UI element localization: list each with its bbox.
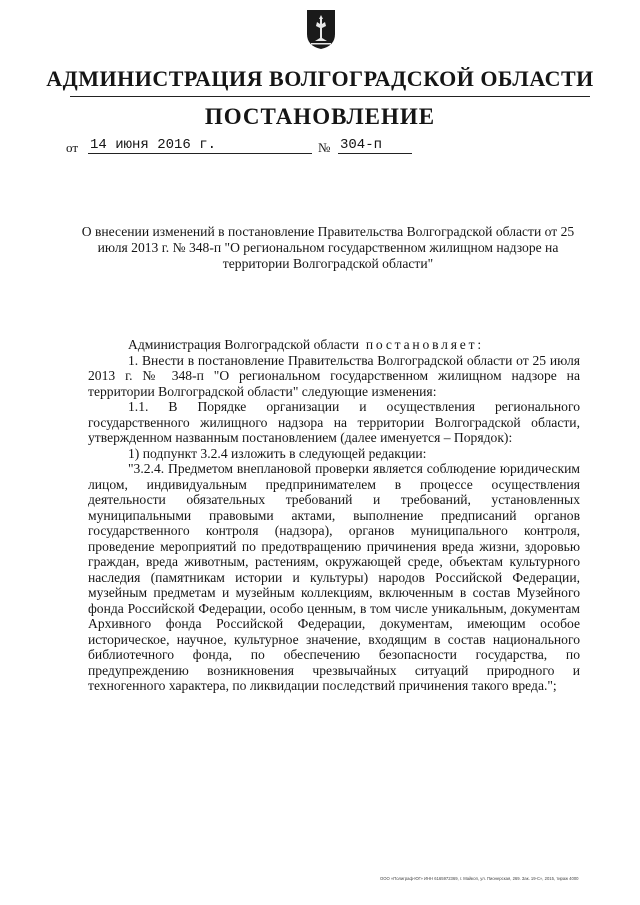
organization-name: АДМИНИСТРАЦИЯ ВОЛГОГРАДСКОЙ ОБЛАСТИ — [46, 66, 594, 91]
header-divider — [70, 96, 590, 97]
quoted-amendment-3-2-4: "3.2.4. Предметом внеплановой проверки является соблюдение юридическим лицом, индивидуальным предпринимателем в процессе осуществления деятельности обязательных требований и требований, установленных муниципальными правовыми актами, выполнение предписаний органов государственного контроля (надзора), органов муниципального контроля, проведение мероприятий по предотвращению причинения вреда жизни, здоровью граждан, вреда животным, растениям, окружающей среде, объектам культурного наследия (памятникам истории и культуры) народов Российской Федерации, музейным предметам и музейным коллекциям, включенным в состав Музейного фонда Российской Федерации, особо ценным, в том числе уникальным, документам Архивного фонда Российской Федерации, документам, имеющим особое историческое, научное, культурное значение, входящим в состав национального библиотечного фонда, по обеспечению безопасности государства, по предупреждению возникновения чрезвычайных ситуаций природного и техногенного характера, по ликвидации последствий причинения такого вреда."; — [88, 461, 580, 693]
paragraph-1-1: 1.1. В Порядке организации и осуществления регионального государственного жилищного надзора на территории Волгоградской области, утвержденном названным постановлением (далее именуется – Порядок): — [88, 399, 580, 445]
subparagraph-1: 1) подпункт 3.2.4 изложить в следующей редакции: — [128, 445, 427, 461]
document-body — [88, 337, 580, 694]
document-number: 304-п — [338, 137, 412, 154]
preamble-text: Администрация Волгоградской области — [128, 337, 360, 352]
date-from-label: от — [66, 140, 79, 155]
preamble-paragraph — [88, 337, 580, 353]
date-number-line — [66, 137, 466, 157]
preamble-verb: постановляет: — [365, 337, 484, 352]
document-subject: О внесении изменений в постановление Правительства Волгоградской области от 25 июля 2013 г. № 348-п "О региональном государственном жилищном надзоре на территории Волгоградской области" — [81, 224, 575, 271]
paragraph-1: 1. Внести в постановление Правительства Волгоградской области от 25 июля 2013 г. № 348-п "О региональном государственном жилищном надзоре на территории Волгоградской области" следующие изменения: — [88, 352, 580, 399]
document-type-title: ПОСТАНОВЛЕНИЕ — [204, 104, 436, 129]
document-date: 14 июня 2016 г. — [88, 137, 312, 154]
coat-of-arms-emblem-icon — [305, 8, 337, 50]
printer-imprint: ООО «Полиграф-ЮГ» ИНН 6165972369, г. Майкоп, ул. Пионерская, 269. Зак. 19-С», 2015, тираж 4000 — [380, 876, 579, 881]
number-sign-label: № — [318, 140, 331, 155]
